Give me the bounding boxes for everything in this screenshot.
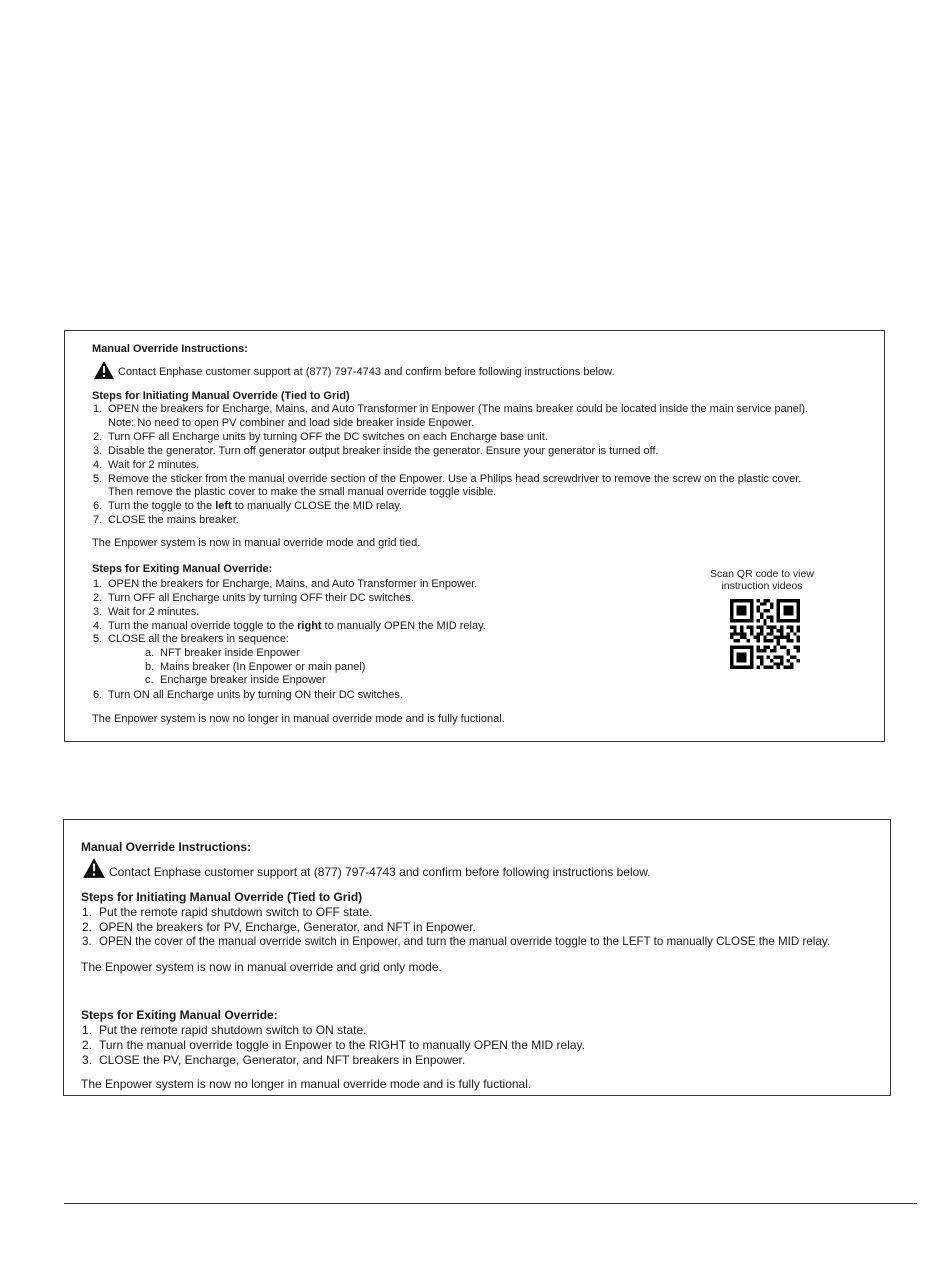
init-result: The Enpower system is now in manual override mode and grid tied. [92,537,421,549]
step-continuation: Then remove the plastic cover to make the small manual override toggle visible. [108,486,497,498]
step-number: 7. [93,514,103,526]
init-steps-title: Steps for Initiating Manual Override (Tied to Grid) [92,390,350,402]
warning-text: Contact Enphase customer support at (877) 797-4743 and confirm before following instructions below. [118,366,615,378]
step-text: Wait for 2 minutes. [108,606,200,618]
step-number: 1. [82,1023,93,1037]
step-number: 5. [93,473,103,485]
step-text: Disable the generator. Turn off generator output breaker inside the generator. Ensure your generator is turned off. [108,445,659,457]
step-number: 3. [93,445,103,457]
box-heading: Manual Override Instructions: [81,840,252,854]
instructions-box-simplified [63,819,891,1096]
exit-result: The Enpower system is now no longer in manual override mode and is fully fuctional. [81,1077,532,1091]
step-text: Wait for 2 minutes. [108,459,200,471]
step-note: Note: No need to open PV combiner and load side breaker inside Enpower. [108,417,475,429]
step-text: OPEN the breakers for Encharge, Mains, and Auto Transformer in Enpower. [108,578,478,590]
step-number: 6. [93,689,103,701]
warning-text: Contact Enphase customer support at (877) 797-4743 and confirm before following instructions below. [109,865,651,879]
step-number: 1. [93,403,103,415]
step-text: Put the remote rapid shutdown switch to ON state. [99,1023,367,1037]
exit-result: The Enpower system is now no longer in manual override mode and is fully fuctional. [92,713,505,725]
step-text: Turn the manual override toggle in Enpower to the RIGHT to manually OPEN the MID relay. [99,1038,585,1052]
sub-step-text: Mains breaker (In Enpower or main panel) [160,661,366,673]
step-text: Turn OFF all Encharge units by turning OFF their DC switches. [108,592,414,604]
step-number: 6. [93,500,103,512]
step-number: 2. [93,592,103,604]
step-text: CLOSE the PV, Encharge, Generator, and NFT breakers in Enpower. [99,1053,466,1067]
step-number: 1. [93,578,103,590]
step-number: 4. [93,459,103,471]
step-text: Put the remote rapid shutdown switch to OFF state. [99,905,373,919]
sub-step-text: Encharge breaker inside Enpower [160,674,326,686]
step-text: Remove the sticker from the manual override section of the Enpower. Use a Philips head screwdriver to remove the screw on the plastic cover. [108,473,802,485]
step-text: OPEN the breakers for Encharge, Mains, and Auto Transformer in Enpower (The mains breaker could be located inside the main service panel). [108,403,809,415]
step-text: Turn ON all Encharge units by turning ON their DC switches. [108,689,403,701]
box-heading: Manual Override Instructions: [92,343,248,355]
sub-step-letter: a. [145,647,155,659]
qr-code-icon[interactable] [730,599,800,674]
step-number: 2. [82,920,93,934]
warning-icon [82,857,106,879]
step-number: 3. [82,1053,93,1067]
init-steps-title: Steps for Initiating Manual Override (Tied to Grid) [81,890,363,904]
exit-steps-title: Steps for Exiting Manual Override: [81,1008,278,1022]
instructions-box-detailed [64,330,885,742]
step-number: 3. [82,935,92,948]
qr-caption: Scan QR code to view instruction videos [710,568,814,593]
warning-icon [93,360,115,380]
step-number: 1. [82,905,93,919]
sub-step-text: NFT breaker inside Enpower [160,647,300,659]
step-number: 5. [93,633,103,645]
step-text: CLOSE the mains breaker. [108,514,239,526]
step-number: 4. [93,620,103,632]
step-number: 3. [93,606,103,618]
step-text: OPEN the cover of the manual override switch in Enpower, and turn the manual override toggle to the LEFT to manually CLOSE the MID relay. [99,935,830,948]
sub-step-letter: c. [145,674,154,686]
step-number: 2. [82,1038,93,1052]
footer-divider [64,1203,917,1204]
step-text: Turn OFF all Encharge units by turning OFF the DC switches on each Encharge base unit. [108,431,548,443]
step-text: CLOSE all the breakers in sequence: [108,633,289,645]
step-number: 2. [93,431,103,443]
exit-steps-title: Steps for Exiting Manual Override: [92,563,273,575]
step-text: Turn the manual override toggle to the right to manually OPEN the MID relay. [108,620,486,632]
sub-step-letter: b. [145,661,155,673]
init-result: The Enpower system is now in manual override and grid only mode. [81,960,442,974]
step-text: OPEN the breakers for PV, Encharge, Generator, and NFT in Enpower. [99,920,476,934]
step-text: Turn the toggle to the left to manually CLOSE the MID relay. [108,500,403,512]
